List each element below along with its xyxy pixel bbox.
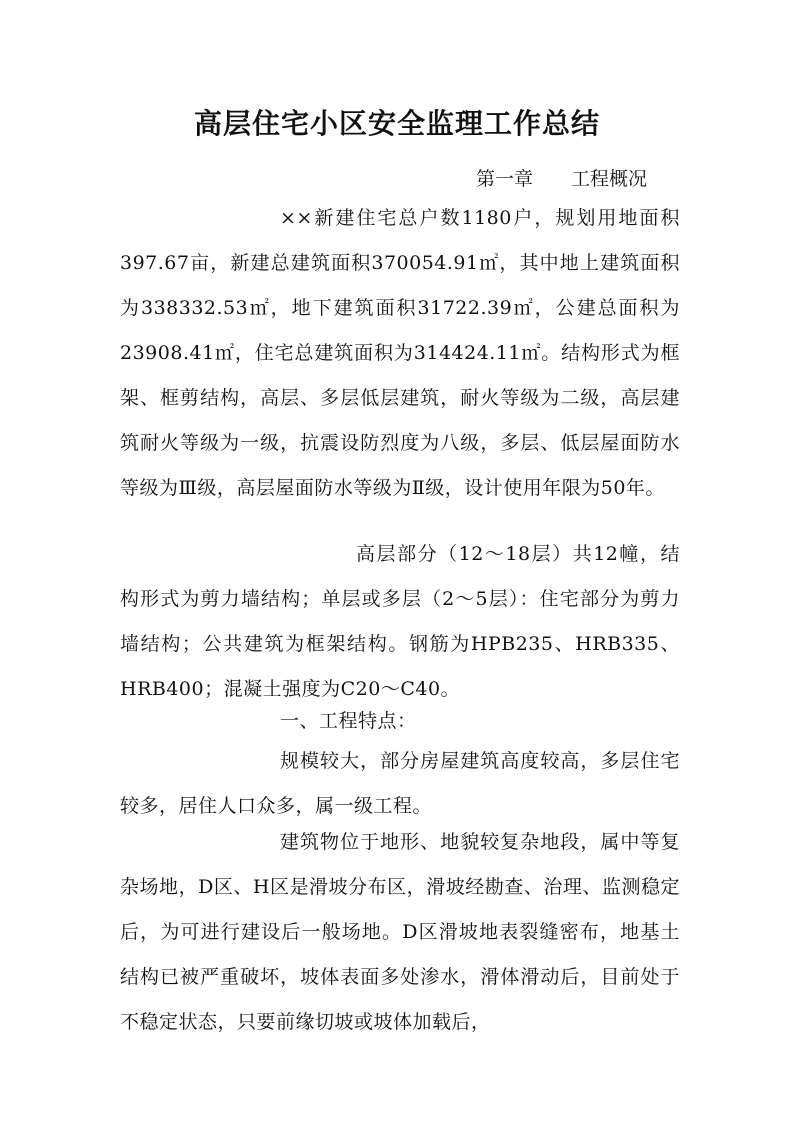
paragraph-project-scale: 规模较大，部分房屋建筑高度较高，多层住宅较多，居住人口众多，属一级工程。 [120,750,680,817]
section-heading-project-features: 一、工程特点： [280,710,417,732]
paragraph-project-overview: ××新建住宅总户数1180户，规划用地面积397.67亩，新建总建筑面积370054.91㎡，其中地上建筑面积为338332.53㎡，地下建筑面积31722.39㎡，公建总面积为23908.41㎡，住宅总建筑面积为314424.11㎡。结构形式为框架、框剪结构，高层、多层低层建筑，耐火等级为二级，高层建筑耐火等级为一级，抗震设防烈度为八级，多层、低层屋面防水等级为Ⅲ级，高层屋面防水等级为Ⅱ级，设计使用年限为50年。 [120,207,680,499]
chapter-heading [476,164,647,194]
paragraph-structure-details: 高层部分（12～18层）共12幢，结构形式为剪力墙结构；单层或多层（2～5层）：住宅部分为剪力墙结构；公共建筑为框架结构。钢筋为HPB235、HRB335、HRB400；混凝土强度为C20～C40。 [120,543,680,700]
chapter-name: 工程概况 [571,168,648,190]
chapter-number: 第一章 [476,168,534,190]
paragraph-site-conditions: 建筑物位于地形、地貌较复杂地段，属中等复杂场地，D区、H区是滑坡分布区，滑坡经勘查、治理、监测稳定后，为可进行建设后一般场地。D区滑坡地表裂缝密布，地基土结构已被严重破坏，坡体表面多处渗水，滑体滑动后，目前处于不稳定状态，只要前缘切坡或坡体加载后， [120,831,680,1033]
document-title: 高层住宅小区安全监理工作总结 [193,107,600,140]
